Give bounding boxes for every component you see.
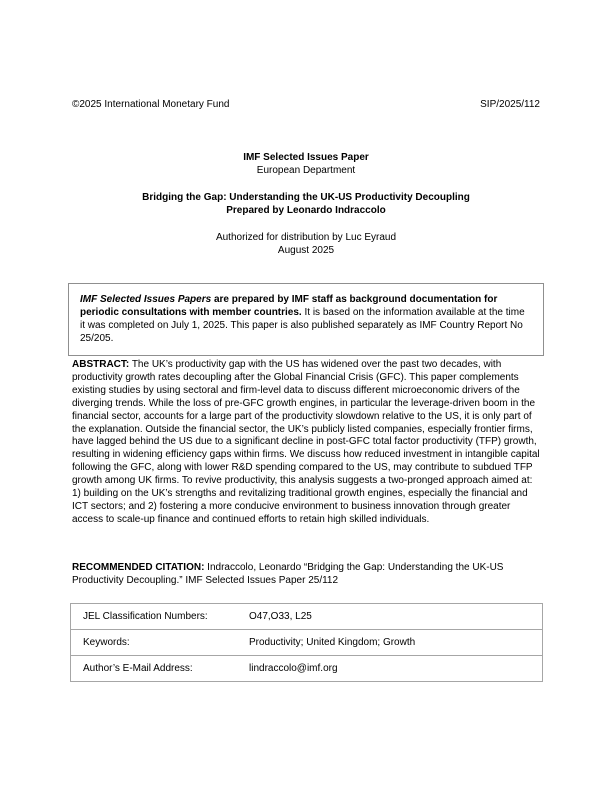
paper-number: SIP/2025/112 [480,99,540,110]
row-value: O47,O33, L25 [249,604,543,630]
abstract-text: The UK’s productivity gap with the US has widened over the past two decades, with productivity growth rates decoupling after the Global Financial Crisis (GFC). This paper complements existing studies by using sectoral and firm-level data to discuss different microeconomic drivers of the diverging trends. While the loss of pre-GFC growth engines, in particular the leverage-driven boom in the financial sector, accounts for a large part of the productivity slowdown relative to the US, it is only part of the explanation. Outside the financial sector, the UK’s publicly listed companies, especially frontier firms, have lagged behind the US due to a significant decline in post-GFC total factor productivity (TFP) growth, resulting in widening efficiency gaps within firms. We discuss how reduced investment in intangible capital following the GFC, along with lower R&D spending compared to the US, may contribute to subdued TFP growth among UK firms. To revive productivity, this analysis suggests a two-pronged approach aimed at: 1) building on the UK’s strengths and revitalizing traditional growth engines, especially the financial and ICT sectors; and 2) fostering a more conducive environment to business innovation through greater access to scale-up finance and continued efforts to retain high skilled individuals. [72,359,540,525]
copyright-text: ©2025 International Monetary Fund [72,99,230,110]
table-row-keywords [71,630,543,656]
abstract-label: ABSTRACT: [72,359,130,370]
citation-text: Indraccolo, Leonardo “Bridging the Gap: Understanding the UK-US Productivity Decoupling.” IMF Selected Issues Paper 25/112 [72,562,504,586]
title-block [0,151,612,258]
notice-box [68,283,544,356]
series-title: IMF Selected Issues Paper [243,151,369,163]
row-label: Keywords: [71,630,250,656]
row-label: JEL Classification Numbers: [71,604,250,630]
row-value: Productivity; United Kingdom; Growth [249,630,543,656]
metadata-table [70,603,543,682]
series-group [0,151,612,178]
table-row-jel [71,604,543,630]
authorized-by: Authorized for distribution by Luc Eyraud [215,231,397,243]
title-group [0,191,612,218]
row-label: Author’s E-Mail Address: [71,656,250,682]
citation-label: RECOMMENDED CITATION: [72,562,205,573]
notice-bold-text: are prepared by IMF staff as background documentation for periodic consultations with member countries. [80,294,498,318]
citation-paragraph [72,561,542,587]
authorization-group [0,231,612,258]
row-value: lindraccolo@imf.org [249,656,543,682]
department-name: European Department [256,165,356,176]
abstract-paragraph [72,359,542,527]
publication-date: August 2025 [277,245,335,256]
table-row-email [71,656,543,682]
notice-series-name: IMF Selected Issues Papers [80,294,212,305]
paper-title: Bridging the Gap: Understanding the UK-US Productivity Decoupling [142,191,470,203]
prepared-by: Prepared by Leonardo Indraccolo [226,205,386,216]
document-header [72,99,540,111]
notice-regular-text: It is based on the information available at the time it was completed on July 1, 2025. This paper is also published separately as IMF Country Report No 25/205. [80,307,525,344]
